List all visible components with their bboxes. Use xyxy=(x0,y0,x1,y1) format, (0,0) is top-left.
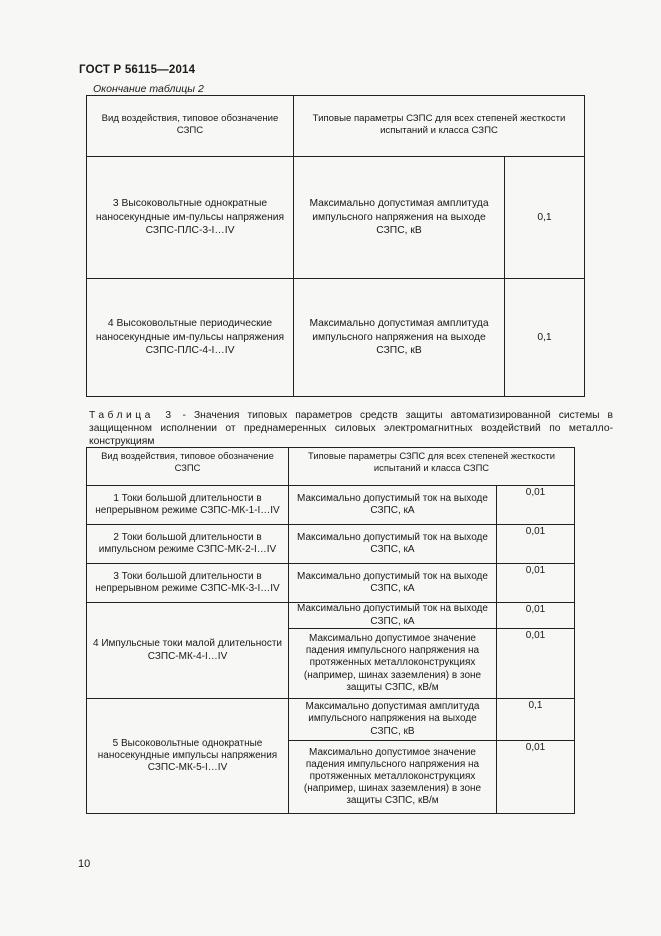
table-3-caption xyxy=(89,409,613,448)
value-cell: 0,1 xyxy=(505,279,585,397)
table-continuation-caption: Окончание таблицы 2 xyxy=(93,83,204,95)
page-number: 10 xyxy=(78,858,91,870)
table-row xyxy=(87,279,585,397)
value-cell: 0,01 xyxy=(497,741,575,814)
table-row xyxy=(87,699,575,741)
parameter-cell: Максимально допустимое значение падения импульсного напряжения на протяженных металлоконструкциях (например, шинах заземления) в зоне защиты СЗПС, кВ/м xyxy=(289,741,497,814)
value-cell: 0,01 xyxy=(497,629,575,699)
effect-cell: 1 Токи большой длительности в непрерывном режиме СЗПС-МК-1-I…IV xyxy=(87,486,289,525)
table-row xyxy=(87,564,575,603)
parameter-cell: Максимально допустимый ток на выходе СЗПС, кА xyxy=(289,564,497,603)
table-3-title: - Значения типовых параметров средств защиты автоматизированной системы в защищенном исполнении от преднамеренных силовых электромагнитных воздействий по металло-конструкциям xyxy=(89,410,613,447)
effect-cell: 4 Импульсные токи малой длительности СЗПС-МК-4-I…IV xyxy=(87,603,289,699)
column-header-parameters: Типовые параметры СЗПС для всех степеней жесткости испытаний и класса СЗПС xyxy=(294,96,585,157)
effect-cell: 3 Токи большой длительности в непрерывном режиме СЗПС-МК-3-I…IV xyxy=(87,564,289,603)
table-header-row xyxy=(87,96,585,157)
column-header-effect: Вид воздействия, типовое обозначение СЗПС xyxy=(87,96,294,157)
parameter-cell: Максимально допустимый ток на выходе СЗПС, кА xyxy=(289,603,497,629)
effect-cell: 2 Токи большой длительности в импульсном режиме СЗПС-МК-2-I…IV xyxy=(87,525,289,564)
table-row xyxy=(87,486,575,525)
parameter-cell: Максимально допустимая амплитуда импульсного напряжения на выходе СЗПС, кВ xyxy=(294,157,505,279)
table-row xyxy=(87,603,575,629)
table-row xyxy=(87,157,585,279)
table-2-continuation xyxy=(86,95,585,397)
effect-cell: 4 Высоковольтные периодические наносекундные им-пульсы напряжения СЗПС-ПЛС-4-I…IV xyxy=(87,279,294,397)
table-header-row xyxy=(87,448,575,486)
value-cell: 0,01 xyxy=(497,564,575,603)
document-header: ГОСТ Р 56115—2014 xyxy=(79,64,196,76)
column-header-parameters: Типовые параметры СЗПС для всех степеней жесткости испытаний и класса СЗПС xyxy=(289,448,575,486)
value-cell: 0,1 xyxy=(505,157,585,279)
parameter-cell: Максимально допустимое значение падения импульсного напряжения на протяженных металлоконструкциях (например, шинах заземления) в зоне защиты СЗПС, кВ/м xyxy=(289,629,497,699)
value-cell: 0,01 xyxy=(497,525,575,564)
parameter-cell: Максимально допустимый ток на выходе СЗПС, кА xyxy=(289,486,497,525)
parameter-cell: Максимально допустимая амплитуда импульсного напряжения на выходе СЗПС, кВ xyxy=(289,699,497,741)
value-cell: 0,01 xyxy=(497,603,575,629)
table-3 xyxy=(86,447,575,814)
effect-cell: 3 Высоковольтные однократные наносекундные им-пульсы напряжения СЗПС-ПЛС-3-I…IV xyxy=(87,157,294,279)
value-cell: 0,1 xyxy=(497,699,575,741)
column-header-effect: Вид воздействия, типовое обозначение СЗПС xyxy=(87,448,289,486)
value-cell: 0,01 xyxy=(497,486,575,525)
table-3-label: Таблица 3 xyxy=(89,410,175,421)
table-row xyxy=(87,525,575,564)
effect-cell: 5 Высоковольтные однократные наносекундные импульсы напряжения СЗПС-МК-5-I…IV xyxy=(87,699,289,814)
parameter-cell: Максимально допустимый ток на выходе СЗПС, кА xyxy=(289,525,497,564)
parameter-cell: Максимально допустимая амплитуда импульсного напряжения на выходе СЗПС, кВ xyxy=(294,279,505,397)
